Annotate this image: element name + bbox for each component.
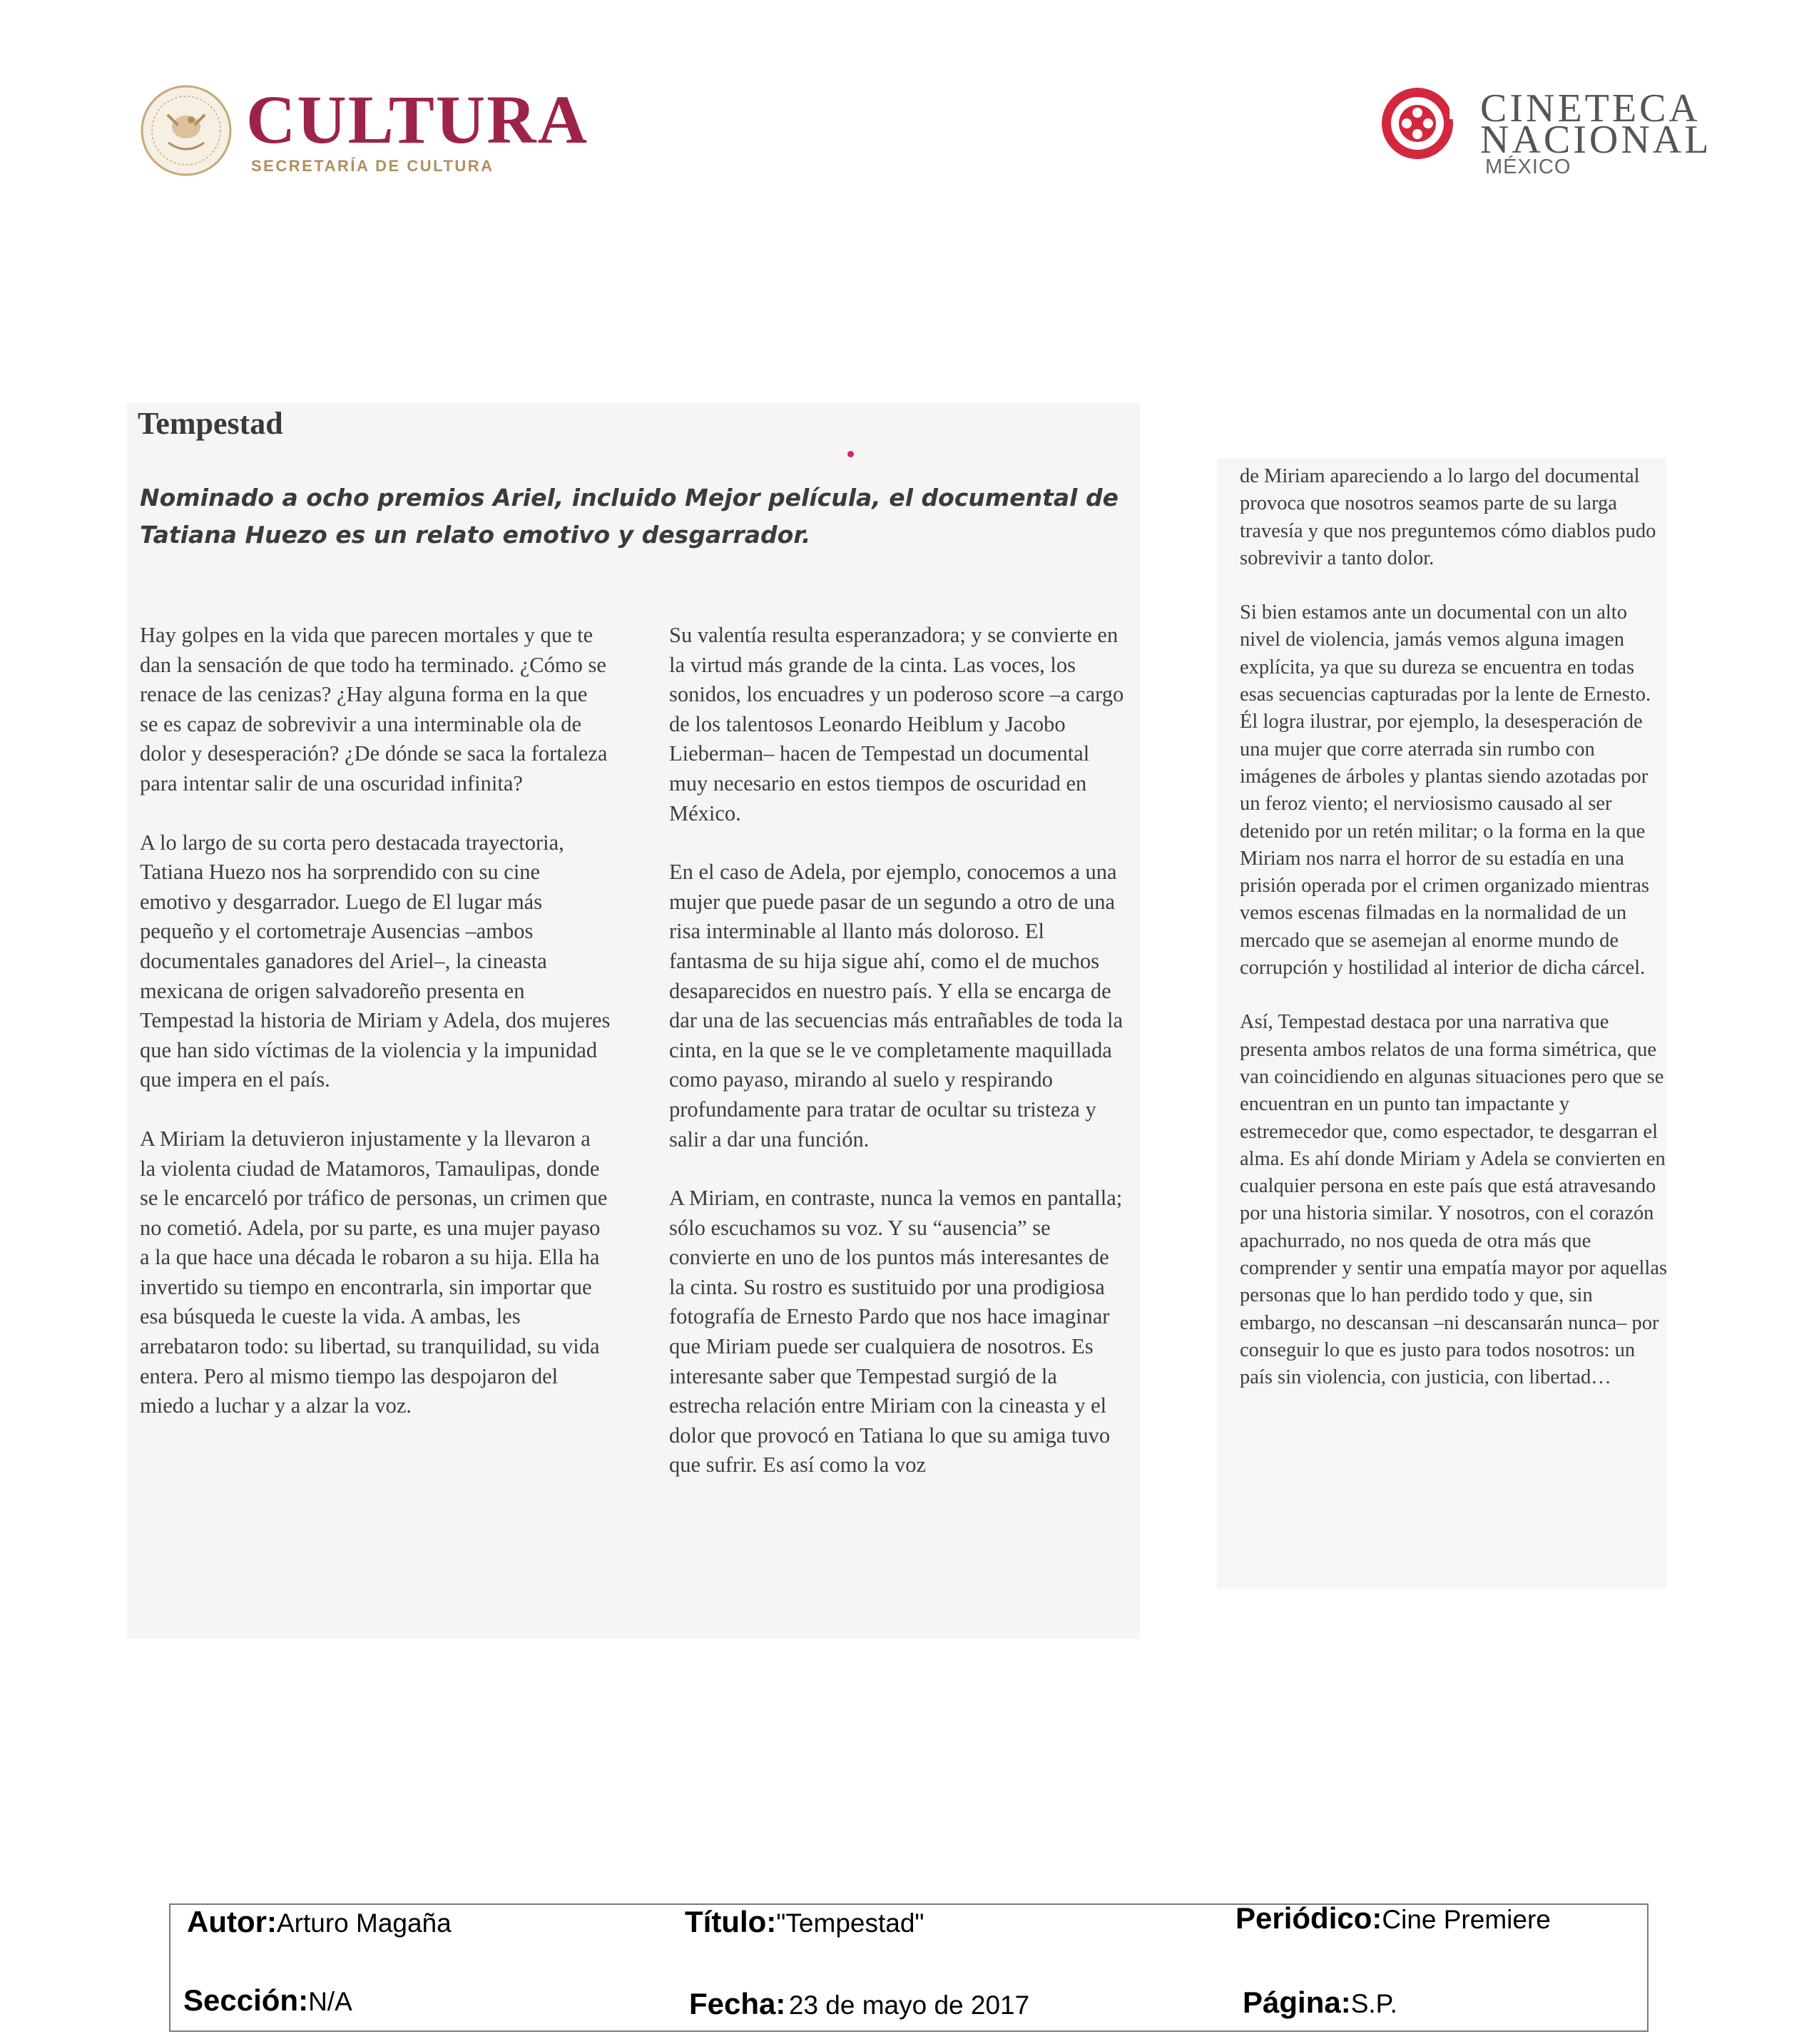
titulo-label: Título: bbox=[685, 1905, 777, 1938]
seccion-field bbox=[183, 1983, 352, 2018]
periodico-label: Periódico: bbox=[1235, 1901, 1382, 1935]
autor-field bbox=[187, 1905, 452, 1939]
pagina-value: S.P. bbox=[1350, 1989, 1397, 2018]
cineteca-logo-line1: CINETECA bbox=[1480, 86, 1701, 131]
seccion-value: N/A bbox=[308, 1987, 352, 2016]
periodico-value: Cine Premiere bbox=[1382, 1905, 1551, 1934]
scan-artifact-dot bbox=[847, 451, 854, 457]
paragraph: Así, Tempestad destaca por una narrativa que presenta ambos relatos de una forma simétrica, que van coincidiendo en algunas situaciones pero que se encuentran en un punto tan impactante y estremecedor que, como espectador, te desgarran el alma. Es ahí donde Miriam y Adela se convierten en cualquier persona en este país que está atravesando por una historia similar. Y nosotros, con el corazón apachurrado, no nos queda de otra más que comprender y sentir una empatía mayor por aquellas personas que lo han perdido todo y que, sin embargo, no descansan –ni descansarán nunca– por conseguir lo que es justo para todos nosotros: un país sin violencia, con justicia, con libertad… bbox=[1240, 1011, 1668, 1389]
article-subtitle: Nominado a ocho premios Ariel, incluido Mejor película, el documental de Tatiana Huezo es un relato emotivo y desgarrador. bbox=[140, 484, 1119, 549]
titulo-field bbox=[685, 1905, 924, 1939]
article-column-3 bbox=[1240, 463, 1668, 1392]
article-title: Tempestad bbox=[138, 406, 283, 441]
paragraph: de Miriam apareciendo a lo largo del documental provoca que nosotros seamos parte de su larga travesía y que nos preguntemos cómo diablos pudo sobrevivir a tanto dolor. bbox=[1240, 465, 1656, 569]
cineteca-logo-line3: MÉXICO bbox=[1485, 156, 1571, 178]
fecha-field bbox=[689, 1987, 1029, 2021]
mexican-eagle-seal-icon bbox=[140, 84, 233, 177]
paragraph: A Miriam, en contraste, nunca la vemos en pantalla; sólo escuchamos su voz. Y su “ausencia” se convierte en uno de los puntos más interesantes de la cinta. Su rostro es sustituido por una prodigiosa fotografía de Ernesto Pardo que nos hace imaginar que Miriam puede ser cualquiera de nosotros. Es interesante saber que Tempestad surgió de la estrecha relación entre Miriam con la cineasta y el dolor que provocó en Tatiana lo que su amiga tuvo que sufrir. Es así como la voz bbox=[669, 1186, 1123, 1478]
paragraph: A Miriam la detuvieron injustamente y la llevaron a la violenta ciudad de Matamoros, Tamaulipas, donde se le encarceló por tráfico de personas, un crimen que no cometió. Adela, por su parte, es una mujer payaso a la que hace una década le robaron a su hija. Ella ha invertido su tiempo en encontrarla, sin importar que esa búsqueda le cueste la vida. A ambas, les arrebataron todo: su libertad, su tranquilidad, su vida entera. Pero al mismo tiempo las despojaron del miedo a luchar y a alzar la voz. bbox=[140, 1126, 608, 1418]
film-reel-icon bbox=[1378, 84, 1457, 163]
pagina-label: Página: bbox=[1243, 1985, 1351, 2019]
paragraph: Su valentía resulta esperanzadora; y se convierte en la virtud más grande de la cinta. Las voces, los sonidos, los encuadres y un poderoso score –a cargo de los talentosos Leonardo Heiblum y Jacobo Lieberman– hacen de Tempestad un documental muy necesario en estos tiempos de oscuridad en México. bbox=[669, 623, 1124, 825]
cultura-logo-title: CULTURA bbox=[246, 81, 588, 158]
seccion-label: Sección: bbox=[183, 1983, 309, 2017]
fecha-label: Fecha: bbox=[689, 1987, 786, 2020]
titulo-value: "Tempestad" bbox=[776, 1908, 924, 1938]
periodico-field bbox=[1235, 1901, 1551, 1936]
paragraph: Hay golpes en la vida que parecen mortales y que te dan la sensación de que todo ha terminado. ¿Cómo se renace de las cenizas? ¿Hay alguna forma en la que se es capaz de sobrevivir a una interminable ola de dolor y desesperación? ¿De dónde se saca la fortaleza para intentar salir de una oscuridad infinita? bbox=[140, 623, 608, 795]
paragraph: En el caso de Adela, por ejemplo, conocemos a una mujer que puede pasar de un segundo a otro de una risa interminable al llanto más doloroso. El fantasma de su hija sigue ahí, como el de muchos desaparecidos en nuestro país. Y ella se encarga de dar una de las secuencias más entrañables de toda la cinta, en la que se le ve completamente maquillada como payaso, mirando al suelo y respirando profundamente para tratar de ocultar su tristeza y salir a dar una función. bbox=[669, 860, 1123, 1151]
fecha-value: 23 de mayo de 2017 bbox=[788, 1990, 1030, 2020]
paragraph: A lo largo de su corta pero destacada trayectoria, Tatiana Huezo nos ha sorprendido con su cine emotivo y desgarrador. Luego de El lugar más pequeño y el cortometraje Ausencias –ambos documentales ganadores del Ariel–, la cineasta mexicana de origen salvadoreño presenta en Tempestad la historia de Miriam y Adela, dos mujeres que han sido víctimas de la violencia y la impunidad que impera en el país. bbox=[140, 830, 611, 1092]
cineteca-logo-line2: NACIONAL bbox=[1480, 118, 1712, 162]
cultura-logo-subtitle: SECRETARÍA DE CULTURA bbox=[251, 157, 494, 175]
autor-value: Arturo Magaña bbox=[276, 1908, 452, 1938]
article-column-1 bbox=[140, 621, 611, 1421]
paragraph: Si bien estamos ante un documental con un alto nivel de violencia, jamás vemos alguna imagen explícita, ya que su dureza se encuentra en todas esas secuencias capturadas por la lente de Ernesto. Él logra ilustrar, por ejemplo, la desesperación de una mujer que corre aterrada sin rumbo con imágenes de árboles y plantas siendo azotadas por un feroz viento; el nerviosismo causado al ser detenido por un retén militar; o la forma en la que Miriam nos narra el horror de su estadía en una prisión operada por el crimen organizado mientras vemos escenas filmadas en la normalidad de un mercado que se asemejan al enorme mundo de corrupción y hostilidad al interior de dicha cárcel. bbox=[1240, 601, 1651, 980]
autor-label: Autor: bbox=[187, 1905, 277, 1938]
article-column-2 bbox=[669, 621, 1126, 1480]
pagina-field bbox=[1243, 1985, 1397, 2020]
